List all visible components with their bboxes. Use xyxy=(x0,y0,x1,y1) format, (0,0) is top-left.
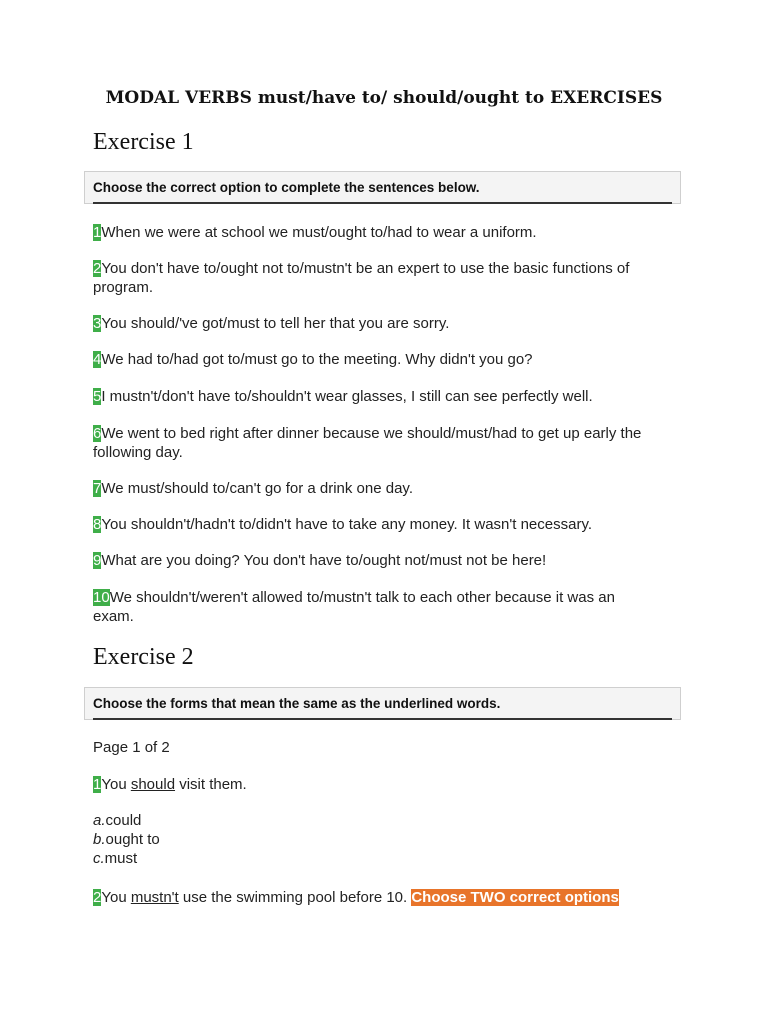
item-number-badge: 7 xyxy=(93,480,102,497)
exercise-1-item-1 xyxy=(93,223,673,242)
exercise-1-item-4 xyxy=(93,350,673,369)
item-text: You don't have to/ought not to/mustn't be an expert to use the basic functions of program. xyxy=(93,260,630,296)
option-letter: c. xyxy=(93,850,105,867)
item-number-badge: 3 xyxy=(93,315,102,332)
exercise-1-heading: Exercise 1 xyxy=(93,129,194,155)
answer-option-c[interactable] xyxy=(93,849,160,868)
item-number-badge: 5 xyxy=(93,388,102,405)
page-title: MODAL VERBS must/have to/ should/ought to EXERCISES xyxy=(105,88,663,108)
item-text: What are you doing? You don't have to/ought not/must not be here! xyxy=(101,552,547,569)
option-letter: a. xyxy=(93,812,106,829)
question-text-suffix: visit them. xyxy=(175,776,247,793)
item-number-badge: 6 xyxy=(93,425,102,442)
item-number-badge: 2 xyxy=(93,260,102,277)
answer-option-a[interactable] xyxy=(93,811,160,830)
exercise-2-question-1 xyxy=(93,775,673,794)
item-text: When we were at school we must/ought to/had to wear a uniform. xyxy=(101,224,537,241)
instruction-divider xyxy=(93,718,672,720)
exercise-2-instruction: Choose the forms that mean the same as the underlined words. xyxy=(93,696,501,711)
exercise-1-item-2 xyxy=(93,259,653,297)
item-text: You shouldn't/hadn't to/didn't have to take any money. It wasn't necessary. xyxy=(101,516,592,533)
item-number-badge: 9 xyxy=(93,552,102,569)
item-number-badge: 4 xyxy=(93,351,102,368)
question-text-prefix: You xyxy=(101,889,131,906)
item-number-badge: 8 xyxy=(93,516,102,533)
item-number-badge: 1 xyxy=(93,224,102,241)
exercise-1-item-5 xyxy=(93,387,673,406)
question-text-prefix: You xyxy=(101,776,131,793)
option-letter: b. xyxy=(93,831,106,848)
exercise-1-item-6 xyxy=(93,424,673,462)
item-number-badge: 10 xyxy=(93,589,110,606)
exercise-2-instruction-box xyxy=(84,687,681,720)
item-text: We had to/had got to/must go to the meeting. Why didn't you go? xyxy=(101,351,533,368)
item-text: You should/'ve got/must to tell her that you are sorry. xyxy=(101,315,450,332)
exercise-2-question-2 xyxy=(93,888,693,907)
option-text: ought to xyxy=(105,831,160,848)
exercise-1-instruction-box xyxy=(84,171,681,204)
underlined-word: should xyxy=(130,776,176,793)
item-text: I mustn't/don't have to/shouldn't wear glasses, I still can see perfectly well. xyxy=(101,388,593,405)
exercise-1-item-9 xyxy=(93,551,673,570)
item-number-badge: 2 xyxy=(93,889,102,906)
exercise-1-item-7 xyxy=(93,479,673,498)
choose-two-note: Choose TWO correct options xyxy=(411,889,619,906)
question-text-suffix: use the swimming pool before 10. xyxy=(178,889,412,906)
answer-options xyxy=(93,811,160,868)
exercise-1-instruction: Choose the correct option to complete the sentences below. xyxy=(93,180,480,195)
exercise-1-item-3 xyxy=(93,314,673,333)
item-text: We shouldn't/weren't allowed to/mustn't talk to each other because it was an exam. xyxy=(93,589,615,625)
page-indicator: Page 1 of 2 xyxy=(93,739,170,756)
item-text: We went to bed right after dinner because we should/must/had to get up early the following day. xyxy=(93,425,642,461)
option-text: could xyxy=(105,812,142,829)
answer-option-b[interactable] xyxy=(93,830,160,849)
item-text: We must/should to/can't go for a drink one day. xyxy=(101,480,413,497)
instruction-divider xyxy=(93,202,672,204)
exercise-1-item-8 xyxy=(93,515,673,534)
exercise-2-heading: Exercise 2 xyxy=(93,644,194,670)
option-text: must xyxy=(104,850,138,867)
underlined-word: mustn't xyxy=(130,889,179,906)
exercise-1-item-10 xyxy=(93,588,653,626)
item-number-badge: 1 xyxy=(93,776,102,793)
